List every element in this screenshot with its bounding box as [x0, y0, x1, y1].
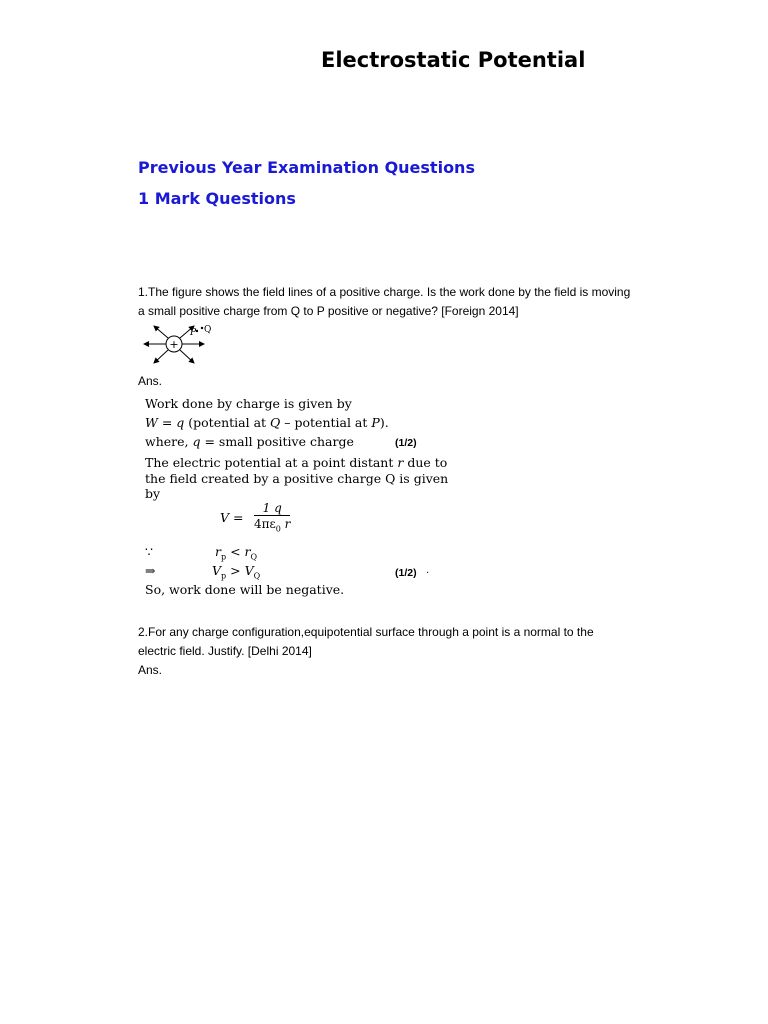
relation-radius: $r_p < r_Q$: [215, 544, 258, 562]
formula-lhs: V =: [220, 510, 244, 525]
field-lines-figure: [140, 320, 220, 370]
question-2-line-2: electric field. Justify. [Delhi 2014]: [138, 644, 312, 658]
page-title: Electrostatic Potential: [321, 48, 586, 72]
solution-line-3: where, q = small positive charge: [145, 434, 354, 449]
relation-potential: $V_p > V_Q$: [212, 563, 261, 581]
solution-line-2: W = q (potential at Q – potential at P).: [145, 415, 389, 430]
formula-numerator: 1 q: [254, 501, 290, 516]
mark-badge-2: (1/2): [395, 567, 417, 579]
point-p-dot: [196, 330, 198, 332]
solution-line-6: by: [145, 486, 161, 501]
solution-conclusion: So, work done will be negative.: [145, 582, 345, 597]
mark-badge-1: (1/2): [395, 437, 417, 449]
solution-line-1: Work done by charge is given by: [145, 396, 352, 411]
formula-fraction: [254, 501, 290, 533]
question-1-line-2: a small positive charge from Q to P positive or negative? [Foreign 2014]: [138, 304, 519, 318]
field-line-lower-left: [154, 350, 168, 363]
because-symbol: ∵: [145, 544, 153, 559]
point-q-label: Q: [204, 325, 212, 335]
solution-line-4: The electric potential at a point distant r due to: [145, 455, 448, 470]
implies-symbol: ⇒: [145, 563, 156, 578]
field-line-lower-right: [180, 350, 194, 363]
section-heading: Previous Year Examination Questions: [138, 158, 475, 177]
marks-heading: 1 Mark Questions: [138, 189, 296, 208]
field-line-upper-left: [154, 326, 168, 338]
question-1-line-1: 1.The figure shows the field lines of a positive charge. Is the work done by the field is moving: [138, 285, 631, 299]
stray-dot: .: [426, 565, 430, 576]
formula-denominator: $4\pi\varepsilon_0$ r: [254, 517, 291, 534]
answer-1-label: Ans.: [138, 374, 163, 388]
point-q-dot: [201, 327, 203, 329]
solution-line-5: the field created by a positive charge Q is given: [145, 471, 449, 486]
charge-symbol: +: [169, 338, 179, 351]
point-p-label: P: [190, 328, 197, 338]
answer-2-label: Ans.: [138, 663, 163, 677]
question-2-line-1: 2.For any charge configuration,equipotential surface through a point is a normal to the: [138, 625, 594, 639]
